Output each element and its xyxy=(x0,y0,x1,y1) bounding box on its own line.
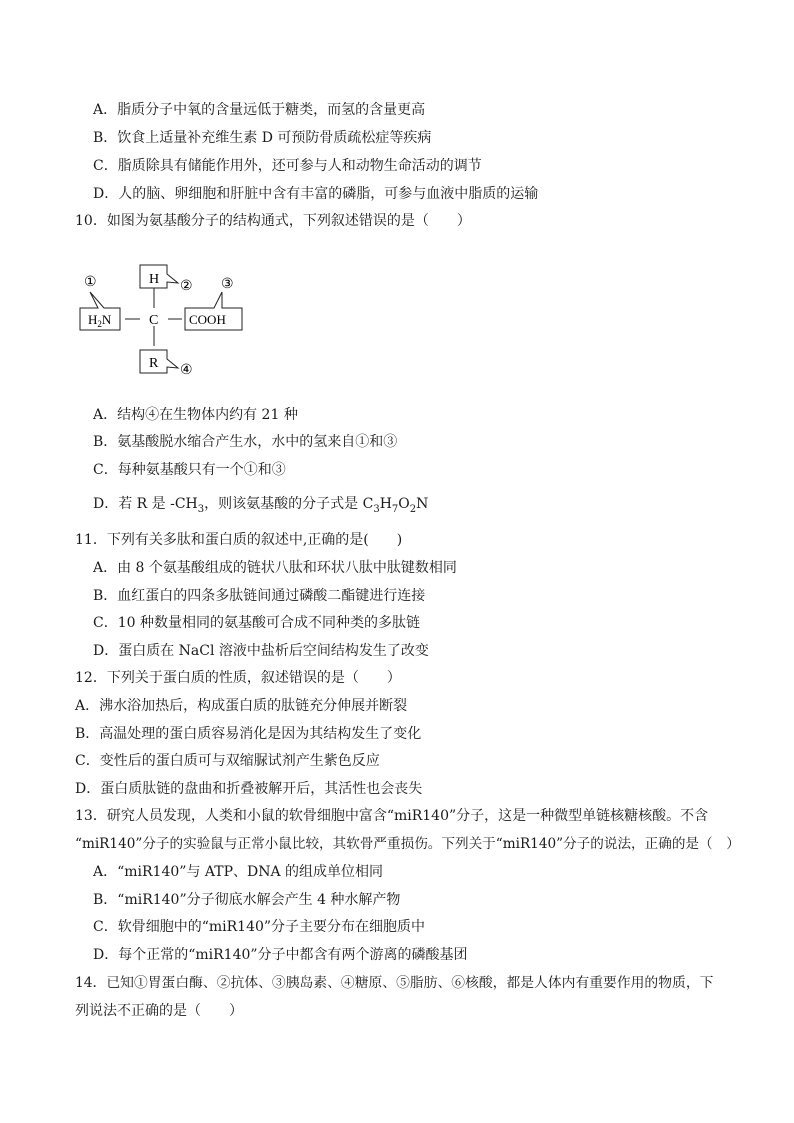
carbon-label: C xyxy=(149,313,159,328)
q13-option-a: A．“miR140”与 ATP、DNA 的组成单位相同 xyxy=(93,864,384,880)
q10-stem: 10．如图为氨基酸分子的结构通式，下列叙述错误的是（ ） xyxy=(75,213,471,229)
cooh-label: COOH xyxy=(189,312,226,327)
q14-stem-line2: 列说法不正确的是（ ） xyxy=(75,1003,243,1019)
q10-option-a: A．结构④在生物体内约有 21 种 xyxy=(93,407,298,423)
q11-option-a: A．由 8 个氨基酸组成的链状八肽和环状八肽中肽键数相同 xyxy=(93,560,457,576)
q9-option-c: C．脂质除具有储能作用外，还可参与人和动物生命活动的调节 xyxy=(93,158,482,174)
q10-option-d: D．若 R 是 $-CH_3$，则该氨基酸的分子式是 $C_3H_7O_2N$ xyxy=(93,496,429,515)
q13-option-d: D．每个正常的“miR140”分子中都含有两个游离的磷酸基团 xyxy=(93,947,468,963)
q11-option-d: D．蛋白质在 NaCl 溶液中盐析后空间结构发生了改变 xyxy=(93,643,429,659)
marker-4: ④ xyxy=(180,363,193,378)
q10-option-b: B．氨基酸脱水缩合产生水，水中的氢来自①和③ xyxy=(93,434,398,450)
amino-acid-structure-diagram xyxy=(78,260,278,382)
q12-option-b: B．高温处理的蛋白质容易消化是因为其结构发生了变化 xyxy=(75,726,422,742)
q11-stem: 11．下列有关多肽和蛋白质的叙述中,正确的是( ) xyxy=(75,532,403,548)
r-label: R xyxy=(149,356,159,371)
q11-option-c: C．10 种数量相同的氨基酸可合成不同种类的多肽链 xyxy=(93,615,420,631)
marker-2: ② xyxy=(180,279,193,294)
q13-option-b: B．“miR140”分子彻底水解会产生 4 种水解产物 xyxy=(93,892,401,908)
q12-option-c: C．变性后的蛋白质可与双缩脲试剂产生紫色反应 xyxy=(75,753,380,769)
q10-option-c: C．每种氨基酸只有一个①和③ xyxy=(93,462,286,478)
q14-stem-line1: 14．已知①胃蛋白酶、②抗体、③胰岛素、④糖原、⑤脂肪、⑥核酸，都是人体内有重要作用的物质，下 xyxy=(75,975,714,991)
q12-stem: 12．下列关于蛋白质的性质，叙述错误的是（ ） xyxy=(75,670,401,686)
marker-1: ① xyxy=(84,275,97,290)
r-box xyxy=(140,350,178,373)
q13-stem-line2: “miR140”分子的实验鼠与正常小鼠比较，其软骨严重损伤。下列关于“miR140”分子的说法，正确的是（ ） xyxy=(75,836,740,852)
marker-3: ③ xyxy=(221,277,234,292)
h-label: H xyxy=(149,272,160,287)
q12-option-a: A．沸水浴加热后，构成蛋白质的肽链充分伸展并断裂 xyxy=(75,698,408,714)
h2n-label: $H_2N$ xyxy=(88,312,112,329)
q9-option-b: B．饮食上适量补充维生素 D 可预防骨质疏松症等疾病 xyxy=(93,130,432,146)
q12-option-d: D．蛋白质肽链的盘曲和折叠被解开后，其活性也会丧失 xyxy=(75,781,423,797)
q9-option-a: A．脂质分子中氧的含量远低于糖类，而氢的含量更高 xyxy=(93,102,426,118)
q13-stem-line1: 13．研究人员发现，人类和小鼠的软骨细胞中富含“miR140”分子，这是一种微型单链核糖核酸。不含 xyxy=(75,808,709,824)
q9-option-d: D．人的脑、卵细胞和肝脏中含有丰富的磷脂，可参与血液中脂质的运输 xyxy=(93,186,539,202)
q11-option-b: B．血红蛋白的四条多肽链间通过磷酸二酯键进行连接 xyxy=(93,588,426,604)
q13-option-c: C．软骨细胞中的“miR140”分子主要分布在细胞质中 xyxy=(93,919,426,935)
